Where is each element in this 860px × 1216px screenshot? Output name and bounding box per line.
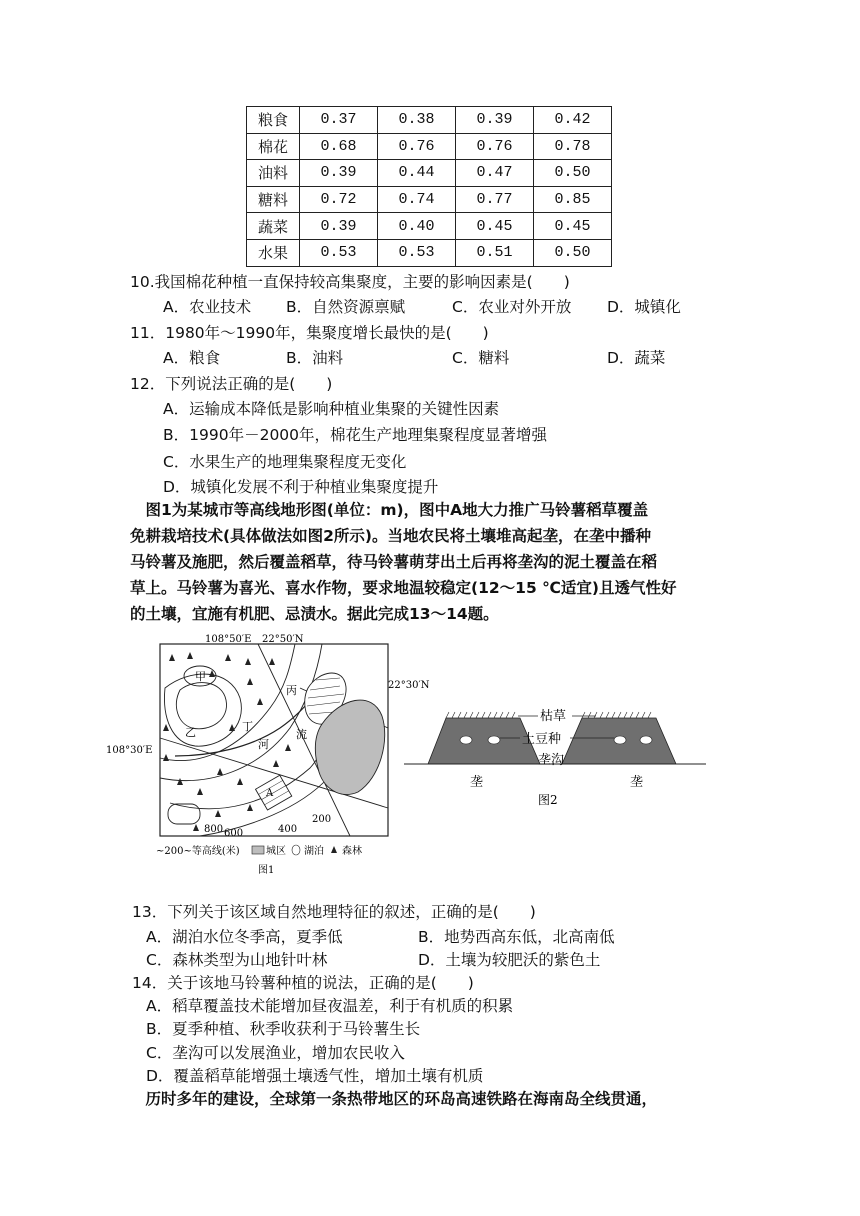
value-cell: 0.53 (378, 239, 456, 266)
contour-400-label: 400 (278, 824, 298, 835)
q11-option-b: B．油料 (286, 349, 344, 367)
place-bing: 丙 (286, 684, 297, 697)
q12-option-a: A．运输成本降低是影响种植业集聚的关键性因素 (163, 400, 500, 418)
value-cell: 0.39 (300, 160, 378, 187)
label-ridge-right: 垄 (630, 775, 644, 790)
crop-name-cell: 棉花 (247, 133, 300, 160)
figure-1-caption: 图1 (258, 865, 275, 876)
q12-stem: 12．下列说法正确的是( ) (130, 375, 333, 393)
value-cell: 0.50 (534, 239, 612, 266)
q14-option-c: C．垄沟可以发展渔业，增加农民收入 (146, 1044, 405, 1062)
intro-line: 免耕栽培技术(具体做法如图2所示)。当地农民将土壤堆高起垄，在垄中播种 (130, 527, 651, 545)
value-cell: 0.45 (456, 213, 534, 240)
legend-contour: ~200~等高线(米) (156, 846, 240, 857)
crop-name-cell: 油料 (247, 160, 300, 187)
crop-name-cell: 蔬菜 (247, 213, 300, 240)
label-potato-seed: 土豆种 (522, 732, 562, 747)
table-row (247, 133, 612, 160)
contour-200-label: 200 (312, 814, 332, 825)
value-cell: 0.45 (534, 213, 612, 240)
q10-stem: 10.我国棉花种植一直保持较高集聚度，主要的影响因素是( ) (130, 273, 570, 291)
value-cell: 0.44 (378, 160, 456, 187)
value-cell: 0.78 (534, 133, 612, 160)
figure-2-caption: 图2 (538, 793, 558, 807)
legend-lake: 湖泊 (304, 846, 324, 857)
value-cell: 0.47 (456, 160, 534, 187)
q11-stem: 11．1980年～1990年，集聚度增长最快的是( ) (130, 324, 489, 342)
value-cell: 0.39 (300, 213, 378, 240)
intro-line: 的土壤，宜施有机肥、忌渍水。据此完成13～14题。 (130, 605, 499, 623)
contour-800-label: 800 (204, 824, 224, 835)
intro-line: 草上。马铃薯为喜光、喜水作物，要求地温较稳定(12～15 ℃适宜)且透气性好 (130, 579, 677, 597)
hainan-railway-paragraph (130, 1086, 730, 1112)
q14-stem: 14．关于该地马铃薯种植的说法，正确的是( ) (132, 974, 474, 992)
value-cell: 0.76 (456, 133, 534, 160)
q10-option-d: D．城镇化 (607, 298, 681, 316)
intro-paragraph (130, 497, 730, 627)
point-a-label: A (266, 788, 274, 799)
q14-option-a: A．稻草覆盖技术能增加昼夜温差，利于有机质的积累 (146, 997, 514, 1015)
q13-option-a: A．湖泊水位冬季高，夏季低 (146, 928, 343, 946)
value-cell: 0.39 (456, 107, 534, 134)
figure-2-ridge-diagram (400, 700, 710, 810)
table-row (247, 186, 612, 213)
q14-option-b: B．夏季种植、秋季收获利于马铃薯生长 (146, 1020, 421, 1038)
table-body (247, 107, 612, 267)
table-row (247, 107, 612, 134)
q13-option-b: B．地势西高东低，北高南低 (418, 928, 615, 946)
value-cell: 0.42 (534, 107, 612, 134)
label-ridge-left: 垄 (470, 775, 484, 790)
value-cell: 0.85 (534, 186, 612, 213)
lon-left-label: 108°30′E (106, 745, 153, 756)
value-cell: 0.74 (378, 186, 456, 213)
legend-city: 城区 (266, 846, 286, 857)
value-cell: 0.51 (456, 239, 534, 266)
value-cell: 0.53 (300, 239, 378, 266)
place-yi: 乙 (185, 726, 196, 739)
river-liu-label: 流 (296, 728, 307, 741)
table-row (247, 213, 612, 240)
crop-name-cell: 水果 (247, 239, 300, 266)
legend-tree-icon (331, 846, 337, 853)
value-cell: 0.50 (534, 160, 612, 187)
intro-line: 马铃薯及施肥，然后覆盖稻草，待马铃薯萌芽出土后再将垄沟的泥土覆盖在稻 (130, 553, 658, 571)
q11-option-c: C．糖料 (452, 349, 510, 367)
q12-option-d: D．城镇化发展不利于种植业集聚度提升 (163, 478, 439, 496)
q11-option-a: A．粮食 (163, 349, 221, 367)
q14-option-d: D．覆盖稻草能增强土壤透气性，增加土壤有机质 (146, 1067, 484, 1085)
q12-option-b: B．1990年－2000年，棉花生产地理集聚程度显著增强 (163, 426, 548, 444)
q11-option-d: D．蔬菜 (607, 349, 666, 367)
crop-name-cell: 糖料 (247, 186, 300, 213)
crop-name-cell: 粮食 (247, 107, 300, 134)
agglomeration-table (246, 106, 612, 267)
label-furrow: 垄沟 (538, 753, 565, 768)
lat-top-label: 22°50′N (262, 634, 304, 645)
paragraph-line: 历时多年的建设，全球第一条热带地区的环岛高速铁路在海南岛全线贯通， (130, 1090, 658, 1108)
figure-1-contour-map (100, 628, 430, 883)
place-ding: 丁 (242, 720, 253, 733)
lat-right-label: 22°30′N (388, 680, 430, 691)
q10-option-a: A．农业技术 (163, 298, 252, 316)
value-cell: 0.76 (378, 133, 456, 160)
value-cell: 0.72 (300, 186, 378, 213)
label-straw: 枯草 (540, 709, 567, 724)
q13-stem: 13．下列关于该区域自然地理特征的叙述，正确的是( ) (132, 903, 536, 921)
legend-lake-swatch (292, 845, 300, 855)
table-row (247, 239, 612, 266)
value-cell: 0.38 (378, 107, 456, 134)
q12-option-c: C．水果生产的地理集聚程度无变化 (163, 453, 407, 471)
legend-forest: 森林 (342, 846, 362, 857)
q13-option-d: D．土壤为较肥沃的紫色土 (418, 951, 601, 969)
value-cell: 0.40 (378, 213, 456, 240)
q10-option-c: C．农业对外开放 (452, 298, 572, 316)
river-he-label: 河 (258, 738, 269, 751)
intro-line: 图1为某城市等高线地形图(单位：m)，图中A地大力推广马铃薯稻草覆盖 (130, 501, 649, 519)
value-cell: 0.77 (456, 186, 534, 213)
value-cell: 0.68 (300, 133, 378, 160)
place-jia: 甲 (195, 670, 206, 683)
value-cell: 0.37 (300, 107, 378, 134)
table-row (247, 160, 612, 187)
contour-600-label: 600 (224, 828, 244, 839)
lon-top-label: 108°50′E (205, 634, 252, 645)
q13-option-c: C．森林类型为山地针叶林 (146, 951, 328, 969)
legend-city-swatch (252, 846, 264, 854)
q10-option-b: B．自然资源禀赋 (286, 298, 406, 316)
